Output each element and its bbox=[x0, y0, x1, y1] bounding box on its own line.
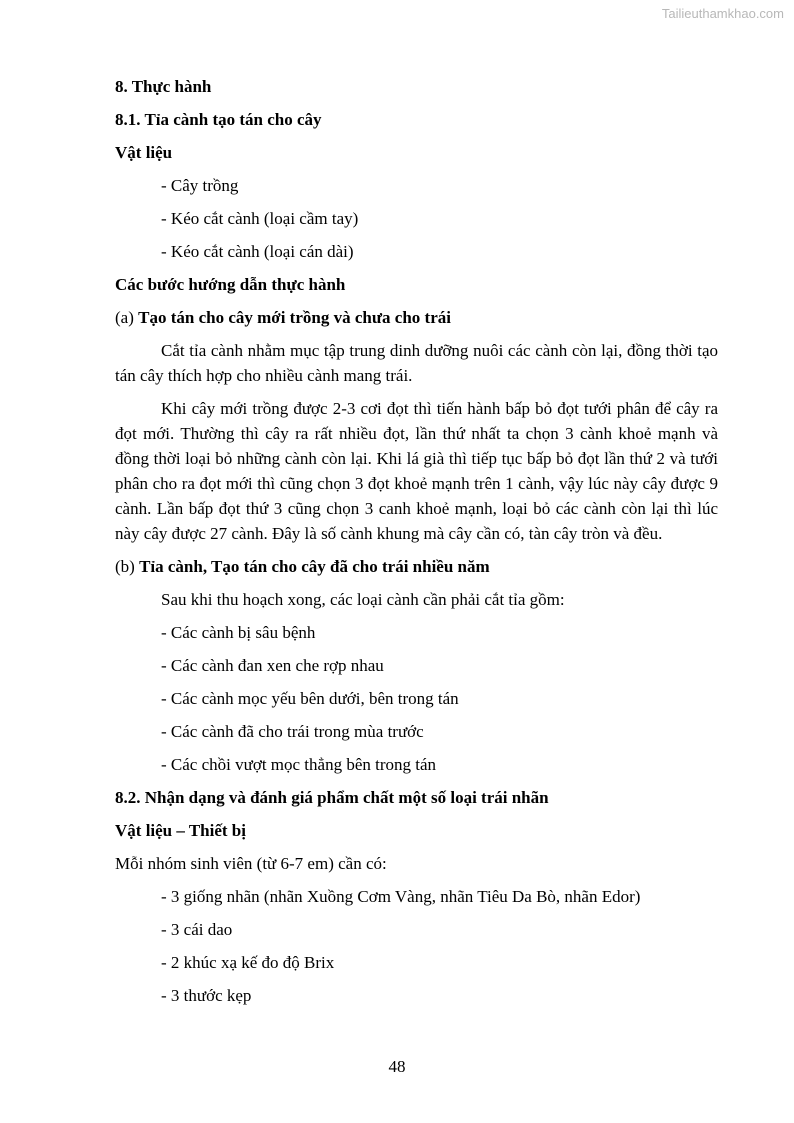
subheading-a-title: Tạo tán cho cây mới trồng và chưa cho trái bbox=[138, 308, 451, 327]
heading-equipment: Vật liệu – Thiết bị bbox=[115, 821, 246, 840]
list-item: - 3 giống nhãn (nhãn Xuồng Cơm Vàng, nhãn Tiêu Da Bò, nhãn Edor) bbox=[161, 887, 641, 906]
page-number: 48 bbox=[388, 1057, 406, 1076]
list-item: - 3 cái dao bbox=[161, 920, 233, 939]
list-item: - Các cành đan xen che rợp nhau bbox=[161, 656, 384, 675]
heading-materials: Vật liệu bbox=[115, 143, 173, 162]
heading-steps: Các bước hướng dẫn thực hành bbox=[115, 275, 346, 294]
paragraph-2-text: Khi cây mới trồng được 2-3 cơi đọt thì tiến hành bấp bỏ đọt tưới phân để cây ra đọt mới. Thường thì cây ra rất nhiều đọt, lần thứ nhất ta chọn 3 cành khoẻ mạnh và đồng thời loại bỏ những cành còn lại. Khi lá già thì tiếp tục bấp bỏ đọt lần thứ 2 và tưới phân cho ra đọt mới thì cũng chọn 3 đọt khoẻ mạnh trên 1 cành, vậy lúc này cây được 9 cành. Lần bấp đọt thứ 3 cũng chọn 3 canh khoẻ mạnh, loại bỏ các cành còn lại thì lúc này cây được 27 cành. Đây là số cành khung mà cây cần có, tàn cây tròn và đều. bbox=[115, 399, 718, 543]
list-item: - Các chồi vượt mọc thẳng bên trong tán bbox=[161, 755, 437, 774]
list-item: - Cây trồng bbox=[161, 176, 239, 195]
subheading-b-title: Tỉa cành, Tạo tán cho cây đã cho trái nhiều năm bbox=[139, 557, 490, 576]
heading-8: 8. Thực hành bbox=[115, 77, 212, 96]
subheading-b bbox=[115, 554, 718, 587]
list-item: - Kéo cắt cành (loại cán dài) bbox=[161, 242, 354, 261]
subheading-b-prefix: (b) bbox=[115, 557, 140, 576]
subheading-a-prefix: (a) bbox=[115, 308, 139, 327]
paragraph-1-text: Cắt tỉa cành nhằm mục tập trung dinh dưỡng nuôi các cành còn lại, đồng thời tạo tán cây thích hợp cho nhiều cành mang trái. bbox=[115, 341, 718, 385]
page-content bbox=[115, 74, 718, 1016]
list-item: - Các cành bị sâu bệnh bbox=[161, 623, 316, 642]
list-item: - Các cành mọc yếu bên dưới, bên trong tán bbox=[161, 689, 459, 708]
subheading-a bbox=[115, 305, 718, 338]
paragraph-b-intro: Sau khi thu hoạch xong, các loại cành cần phải cắt tỉa gồm: bbox=[161, 590, 565, 609]
heading-8-1: 8.1. Tỉa cành tạo tán cho cây bbox=[115, 110, 322, 129]
paragraph-2 bbox=[115, 396, 718, 546]
watermark: Tailieuthamkhao.com bbox=[661, 6, 784, 21]
heading-8-2: 8.2. Nhận dạng và đánh giá phẩm chất một số loại trái nhãn bbox=[115, 788, 549, 807]
list-item: - Các cành đã cho trái trong mùa trước bbox=[161, 722, 424, 741]
list-item: - Kéo cắt cành (loại cầm tay) bbox=[161, 209, 359, 228]
paragraph-1 bbox=[115, 338, 718, 388]
paragraph-groups: Mỗi nhóm sinh viên (từ 6-7 em) cần có: bbox=[115, 854, 387, 873]
list-item: - 3 thước kẹp bbox=[161, 986, 252, 1005]
list-item: - 2 khúc xạ kế đo độ Brix bbox=[161, 953, 335, 972]
